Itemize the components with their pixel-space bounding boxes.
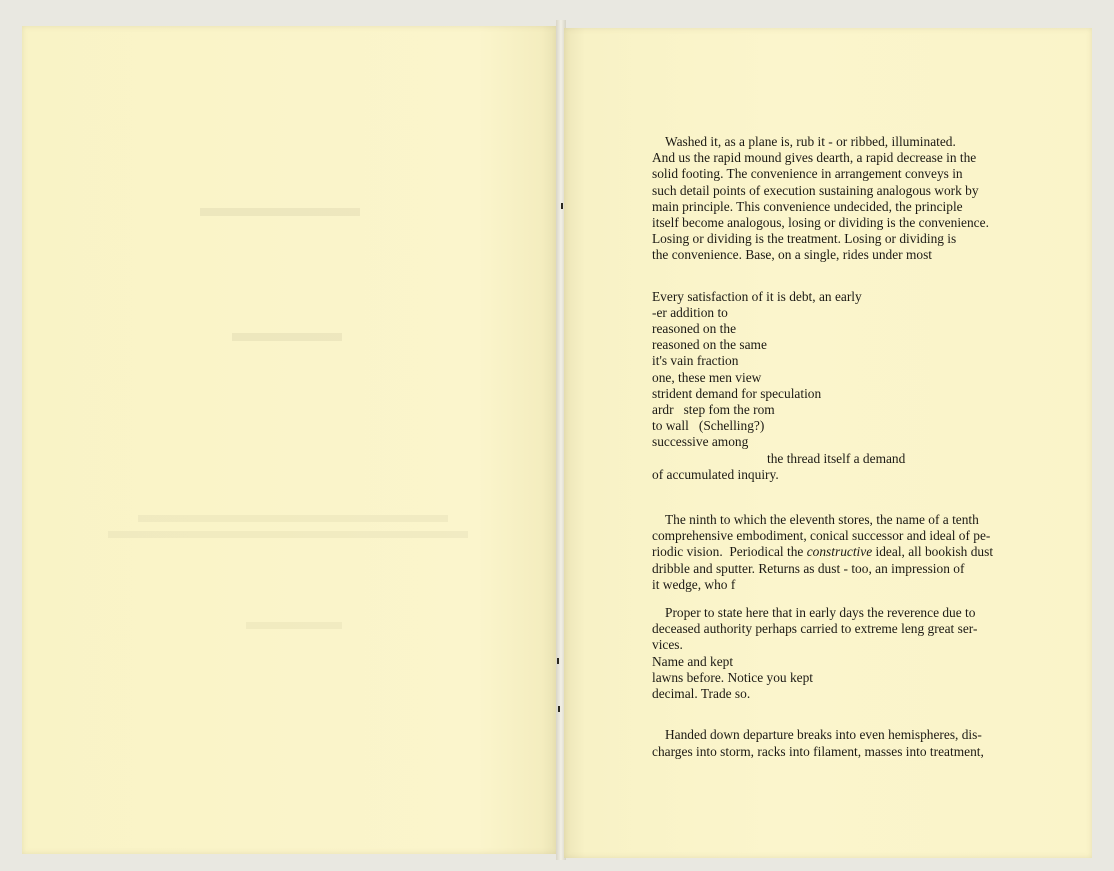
show-through-mark xyxy=(138,515,448,522)
binding-mark xyxy=(558,706,560,712)
text-line: decimal. Trade so. xyxy=(652,686,751,702)
text-line: successive among xyxy=(652,434,749,450)
text-line: itself become analogous, losing or dividing is the convenience. xyxy=(652,215,989,231)
text-line: the convenience. Base, on a single, rides under most xyxy=(652,247,933,263)
binding-mark xyxy=(561,203,563,209)
text-line: strident demand for speculation xyxy=(652,385,822,401)
text-line: it wedge, who f xyxy=(652,576,736,592)
show-through-mark xyxy=(246,622,342,629)
text-line: such detail points of execution sustaining analogous work by xyxy=(652,182,979,198)
text-line xyxy=(652,544,1022,560)
text-line: Handed down departure breaks into even hemispheres, dis- xyxy=(665,727,982,743)
paragraph-4 xyxy=(652,727,1022,759)
text-span: riodic vision. Periodical the xyxy=(652,544,807,560)
text-line: solid footing. The convenience in arrangement conveys in xyxy=(652,166,963,182)
text-line: comprehensive embodiment, conical successor and ideal of pe- xyxy=(652,528,991,544)
text-line: Every satisfaction of it is debt, an early xyxy=(652,288,862,304)
stanza-1 xyxy=(652,289,1022,483)
text-line: one, these men view xyxy=(652,369,762,385)
text-line: Losing or dividing is the treatment. Losing or dividing is xyxy=(652,231,957,247)
text-line: Proper to state here that in early days the reverence due to xyxy=(665,605,976,621)
text-line: Name and kept xyxy=(652,653,734,669)
text-line: main principle. This convenience undecided, the principle xyxy=(652,198,963,214)
text-span: ideal, all bookish dust xyxy=(872,544,994,560)
text-line: to wall (Schelling?) xyxy=(652,418,765,434)
show-through-mark xyxy=(200,208,360,216)
text-line: lawns before. Notice you kept xyxy=(652,669,814,685)
text-line: vices. xyxy=(652,637,683,653)
text-line: charges into storm, racks into filament, masses into treatment, xyxy=(652,743,984,759)
text-line: ardr step fom the rom xyxy=(652,402,775,418)
text-line: of accumulated inquiry. xyxy=(652,466,779,482)
page-text xyxy=(652,134,1022,760)
text-line: dribble and sputter. Returns as dust - too, an impression of xyxy=(652,560,965,576)
text-line: Washed it, as a plane is, rub it - or ribbed, illuminated. xyxy=(665,134,956,149)
text-line: the thread itself a demand xyxy=(767,450,906,466)
text-line: reasoned on the xyxy=(652,321,737,337)
paragraph-2 xyxy=(652,512,1022,593)
text-line: The ninth to which the eleventh stores, the name of a tenth xyxy=(665,512,979,528)
text-line: it's vain fraction xyxy=(652,353,739,369)
stanza-2 xyxy=(652,654,1022,703)
text-line: deceased authority perhaps carried to extreme leng great ser- xyxy=(652,621,978,637)
paragraph-1 xyxy=(652,134,1022,264)
show-through-mark xyxy=(232,333,342,341)
left-page xyxy=(22,26,558,854)
show-through-mark xyxy=(108,531,468,538)
text-line: reasoned on the same xyxy=(652,337,767,353)
paragraph-3 xyxy=(652,605,1022,654)
binding-mark xyxy=(557,658,559,664)
italic-text: constructive xyxy=(806,544,873,560)
text-line: -er addition to xyxy=(652,304,728,320)
text-line: And us the rapid mound gives dearth, a rapid decrease in the xyxy=(652,150,977,166)
